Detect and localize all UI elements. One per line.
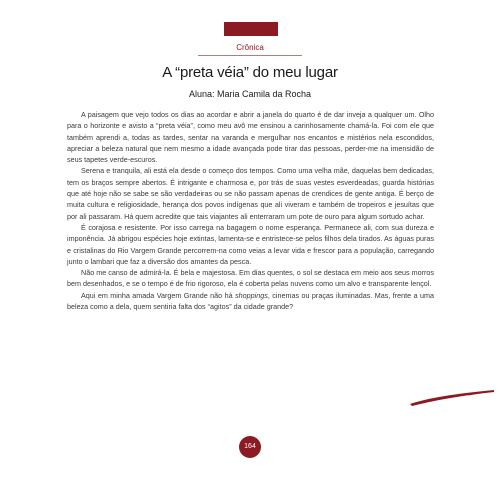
paragraph-5-emphasis: shoppings	[235, 290, 268, 300]
brush-stroke-decoration	[408, 386, 496, 408]
article-body	[67, 109, 434, 312]
paragraph-5-end: , cinemas ou praças iluminadas. Mas, frente a uma beleza como a dela, quem sentiria falta dos “agitos” da cidade grande?	[67, 290, 434, 312]
paragraph-2: Serena e tranquila, ali está ela desde o começo dos tempos. Como uma velha mãe, daquelas bem dedicadas, tem os braços sempre abertos. É intrigante e charmosa e, por trás de suas vestes esverdeadas, guarda histórias que até hoje não se sabe se são verdadeiras ou se não passam apenas de crendices de gente antiga. É berço de muita cultura e religiosidade, herança dos povos indígenas que ali viveram e também de tropeiros e jesuítas que por ali passaram. Há quem acredite que tais viajantes ali enterraram um pote de ouro para algum sortudo achar.	[67, 166, 434, 221]
section-divider	[198, 55, 302, 56]
paragraph-5-start: Aqui em minha amada Vargem Grande não há	[81, 290, 236, 300]
article-title: A “preta véia” do meu lugar	[162, 64, 338, 81]
page-number-badge: 164	[239, 436, 261, 458]
section-label: Crônica	[236, 43, 264, 52]
header-color-bar	[224, 22, 278, 36]
paragraph-4: Não me canso de admirá-la. É bela e majestosa. Em dias quentes, o sol se destaca em meio aos seus morros bem desenhados, e se o tempo é de frio rigoroso, ela é coberta pelas nuvens como um alvo e transparente lençol.	[67, 268, 434, 289]
article-author: Aluna: Maria Camila da Rocha	[188, 89, 312, 99]
paragraph-1: A paisagem que vejo todos os dias ao acordar e abrir a janela do quarto é de dar inveja a qualquer um. Olho para o horizonte e avisto a “preta véia”, como meu avô me ensinou a carinhosamente chamá-la. Foi com ele que também aprendi a, todas as tardes, sentar na varanda e mergulhar nos encantos e mistérios nela escondidos, apreciar a beleza natural que nem mesmo a idade avançada pode tirar das pessoas, perder-me na imensidão de seus tapetes verde-escuros.	[67, 110, 434, 165]
paragraph-5	[67, 290, 434, 313]
paragraph-3: É corajosa e resistente. Por isso carrega na bagagem o nome esperança. Permanece ali, com sua dureza e imponência. Já abrigou espécies hoje extintas, lamenta-se e entristece-se pelos filhos dela tirados. As águas puras e cristalinas do Rio Vargem Grande percorrem-na como veias a levar vida e frescor para a população, carregando junto o lambari que faz a diversão dos amantes da pesca.	[67, 222, 434, 266]
